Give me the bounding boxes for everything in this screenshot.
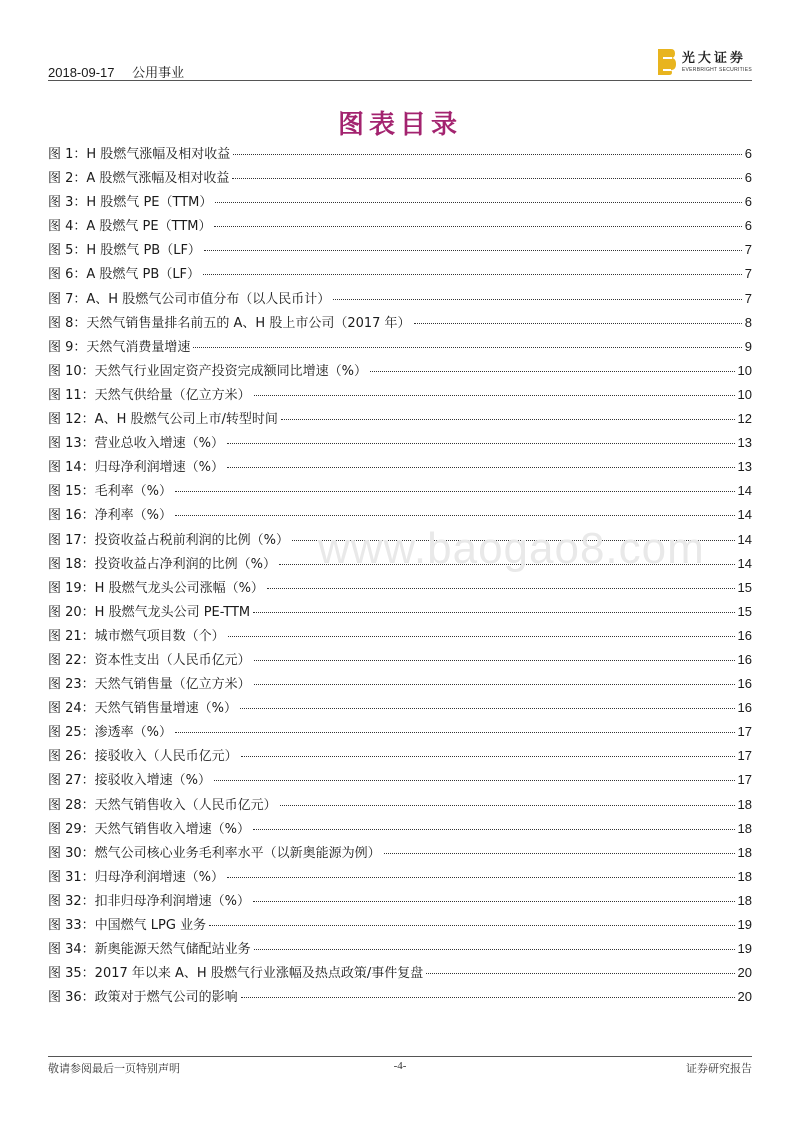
toc-leader-dots: [175, 515, 735, 516]
toc-leader-dots: [254, 684, 735, 685]
toc-leader-dots: [227, 467, 735, 468]
toc-leader-dots: [214, 780, 735, 781]
watermark: www.baogao8.com: [318, 524, 705, 573]
toc-leader-dots: [426, 973, 734, 974]
toc-leader-dots: [175, 732, 735, 733]
toc-entry-page: 8: [744, 314, 752, 330]
toc-entry-page: 14: [737, 507, 752, 523]
toc-entry[interactable]: [48, 288, 752, 312]
toc-entry-label: 图 29：天然气销售收入增速（%）: [48, 821, 251, 837]
toc-entry[interactable]: [48, 721, 752, 745]
toc-entry[interactable]: [48, 336, 752, 360]
toc-entry-label: 图 33：中国燃气 LPG 业务: [48, 918, 207, 933]
toc-entry[interactable]: [48, 239, 752, 263]
toc-entry[interactable]: [48, 697, 752, 721]
toc-entry-page: 17: [737, 724, 752, 740]
header-info: [48, 62, 198, 81]
toc-entry-page: 6: [744, 194, 752, 210]
toc-leader-dots: [414, 323, 742, 324]
logo-cn-text: 光大证券: [681, 50, 746, 66]
toc-entry-label: 图 9：天然气消费量增速: [48, 339, 191, 355]
toc-leader-dots: [279, 564, 735, 565]
toc-entry-label: 图 27：接驳收入增速（%）: [48, 773, 212, 789]
toc-leader-dots: [254, 660, 735, 661]
toc-entry[interactable]: [48, 625, 752, 649]
toc-entry-page: 18: [737, 868, 752, 884]
toc-entry-page: 18: [737, 844, 752, 860]
toc-entry-label: 图 3：H 股燃气 PE（TTM）: [48, 195, 213, 211]
toc-entry-page: 7: [744, 242, 752, 258]
toc-leader-dots: [232, 178, 741, 179]
toc-leader-dots: [280, 805, 735, 806]
toc-entry-label: 图 34：新奥能源天然气储配站业务: [48, 942, 251, 958]
toc-leader-dots: [253, 612, 734, 613]
toc-entry-page: 17: [737, 772, 752, 788]
toc-entry[interactable]: [48, 167, 752, 191]
toc-leader-dots: [253, 829, 735, 830]
footer-report-type: 证券研究报告: [686, 1062, 752, 1075]
toc-leader-dots: [254, 395, 735, 396]
page-number: -4-: [393, 1060, 407, 1072]
toc-entry-page: 18: [737, 820, 752, 836]
toc-leader-dots: [214, 226, 741, 227]
toc-entry-page: 6: [744, 218, 752, 234]
toc-leader-dots: [204, 250, 742, 251]
toc-entry-label: 图 19：H 股燃气龙头公司涨幅（%）: [48, 580, 264, 596]
toc-leader-dots: [333, 299, 742, 300]
toc-entry-page: 6: [744, 146, 752, 161]
toc-entry[interactable]: [48, 601, 752, 625]
footer-divider: [48, 1056, 752, 1057]
toc-entry-page: 13: [737, 459, 752, 475]
toc-entry[interactable]: [48, 890, 752, 914]
toc-leader-dots: [253, 901, 735, 902]
toc-entry-label: 图 10：天然气行业固定资产投资完成额同比增速（%）: [48, 363, 368, 379]
toc-entry[interactable]: [48, 191, 752, 215]
logo-en-text: EVERBRIGHT SECURITIES: [681, 66, 752, 73]
toc-leader-dots: [227, 443, 735, 444]
toc-entry-label: 图 24：天然气销售量增速（%）: [48, 701, 238, 717]
toc-entry-page: 15: [737, 603, 752, 619]
toc-entry[interactable]: [48, 456, 752, 480]
toc-entry-label: 图 20：H 股燃气龙头公司 PE-TTM: [48, 604, 251, 620]
toc-entry-page: 17: [737, 748, 752, 764]
page-footer: [48, 1060, 752, 1080]
header-divider: [48, 80, 752, 81]
toc-entry-label: 图 4：A 股燃气 PE（TTM）: [48, 219, 212, 235]
toc-entry-page: 16: [737, 627, 752, 643]
page-header: [48, 48, 752, 80]
toc-entry-page: 16: [737, 651, 752, 667]
toc-entry-label: 图 21：城市燃气项目数（个）: [48, 628, 225, 644]
toc-leader-dots: [233, 154, 741, 155]
everbright-logo-icon: [658, 49, 676, 75]
toc-entry[interactable]: [48, 769, 752, 793]
toc-entry-label: 图 8：天然气销售量排名前五的 A、H 股上市公司（2017 年）: [48, 315, 411, 331]
toc-entry-label: 图 2：A 股燃气涨幅及相对收益: [48, 171, 230, 187]
report-sector: 公用事业: [132, 65, 185, 80]
toc-entry-page: 7: [744, 290, 752, 306]
toc-entry-label: 图 6：A 股燃气 PB（LF）: [48, 267, 201, 283]
toc-leader-dots: [241, 756, 735, 757]
toc-entry[interactable]: [48, 745, 752, 769]
toc-entry-page: 18: [737, 796, 752, 812]
toc-entry-label: 图 1：H 股燃气涨幅及相对收益: [48, 147, 231, 162]
toc-entry-label: 图 11：天然气供给量（亿立方米）: [48, 387, 251, 403]
toc-leader-dots: [203, 274, 742, 275]
toc-entry[interactable]: [48, 143, 752, 167]
toc-leader-dots: [227, 877, 735, 878]
toc-leader-dots: [370, 371, 735, 372]
toc-entry-page: 9: [744, 338, 752, 354]
toc-leader-dots: [267, 588, 735, 589]
toc-leader-dots: [241, 997, 735, 998]
toc-entry-label: 图 7：A、H 股燃气公司市值分布（以人民币计）: [48, 291, 331, 307]
toc-entry-label: 图 31：归母净利润增速（%）: [48, 869, 225, 885]
toc-entry-page: 14: [737, 483, 752, 499]
toc-leader-dots: [193, 347, 741, 348]
toc-entry-label: 图 22：资本性支出（人民币亿元）: [48, 652, 251, 668]
toc-entry[interactable]: [48, 794, 752, 818]
toc-entry[interactable]: [48, 504, 752, 528]
toc-leader-dots: [175, 491, 735, 492]
toc-entry[interactable]: [48, 986, 752, 1010]
page-title: 图表目录: [337, 110, 462, 140]
toc-entry[interactable]: [48, 529, 752, 553]
toc-entry-label: 图 35：2017 年以来 A、H 股燃气行业涨幅及热点政策/事件复盘: [48, 966, 424, 982]
toc-entry-label: 图 23：天然气销售量（亿立方米）: [48, 677, 251, 693]
toc-entry-page: 19: [737, 941, 752, 957]
toc-entry-page: 12: [737, 411, 752, 427]
toc-leader-dots: [281, 419, 735, 420]
toc-leader-dots: [254, 949, 735, 950]
toc-entry-page: 15: [737, 579, 752, 595]
toc-entry-page: 16: [737, 700, 752, 716]
toc-leader-dots: [292, 540, 735, 541]
toc-entry-label: 图 36：政策对于燃气公司的影响: [48, 990, 238, 1006]
toc-entry[interactable]: [48, 649, 752, 673]
toc-leader-dots: [228, 636, 735, 637]
toc-entry[interactable]: [48, 360, 752, 384]
toc-entry[interactable]: [48, 553, 752, 577]
toc-entry[interactable]: [48, 215, 752, 239]
toc-entry-page: 14: [737, 555, 752, 571]
toc-entry-label: 图 14：归母净利润增速（%）: [48, 460, 225, 476]
toc-entry-page: 10: [737, 386, 752, 402]
toc-entry[interactable]: [48, 962, 752, 986]
toc-leader-dots: [240, 708, 735, 709]
toc-entry[interactable]: [48, 938, 752, 962]
toc-entry-label: 图 18：投资收益占净利润的比例（%）: [48, 556, 277, 572]
toc-entry[interactable]: [48, 432, 752, 456]
toc-entry-label: 图 13：营业总收入增速（%）: [48, 436, 225, 452]
toc-entry-label: 图 5：H 股燃气 PB（LF）: [48, 243, 201, 259]
toc-entry[interactable]: [48, 312, 752, 336]
toc-entry-label: 图 32：扣非归母净利润增速（%）: [48, 893, 251, 909]
toc-entry-page: 18: [737, 892, 752, 908]
toc-entry-label: 图 28：天然气销售收入（人民币亿元）: [48, 797, 277, 813]
footer-disclaimer: 敬请参阅最后一页特别声明: [48, 1062, 180, 1075]
toc-leader-dots: [209, 925, 734, 926]
toc-list: [48, 143, 752, 1010]
toc-entry-page: 14: [737, 531, 752, 547]
toc-entry[interactable]: [48, 384, 752, 408]
toc-entry-page: 20: [737, 989, 752, 1005]
toc-entry-label: 图 17：投资收益占税前利润的比例（%）: [48, 532, 290, 548]
report-date: 2018-09-17: [48, 65, 115, 80]
toc-entry-label: 图 16：净利率（%）: [48, 508, 173, 524]
toc-entry-label: 图 26：接驳收入（人民币亿元）: [48, 749, 238, 765]
toc-entry[interactable]: [48, 408, 752, 432]
toc-leader-dots: [215, 202, 741, 203]
toc-entry[interactable]: [48, 842, 752, 866]
toc-entry-label: 图 25：渗透率（%）: [48, 725, 173, 741]
toc-entry-page: 13: [737, 435, 752, 451]
toc-entry[interactable]: [48, 480, 752, 504]
toc-entry[interactable]: [48, 577, 752, 601]
toc-entry-page: 20: [737, 965, 752, 981]
toc-entry-page: 19: [737, 917, 752, 932]
toc-entry[interactable]: [48, 263, 752, 287]
toc-entry[interactable]: [48, 866, 752, 890]
toc-entry-page: 6: [744, 170, 752, 186]
toc-entry-label: 图 30：燃气公司核心业务毛利率水平（以新奥能源为例）: [48, 845, 381, 861]
toc-entry[interactable]: [48, 673, 752, 697]
toc-entry-page: 16: [737, 676, 752, 692]
toc-leader-dots: [384, 853, 735, 854]
company-logo: [658, 48, 752, 76]
toc-entry-label: 图 12：A、H 股燃气公司上市/转型时间: [48, 412, 278, 428]
toc-entry-label: 图 15：毛利率（%）: [48, 484, 173, 500]
toc-entry-page: 7: [744, 266, 752, 282]
toc-entry[interactable]: [48, 914, 752, 938]
toc-entry[interactable]: [48, 818, 752, 842]
toc-entry-page: 10: [737, 362, 752, 378]
